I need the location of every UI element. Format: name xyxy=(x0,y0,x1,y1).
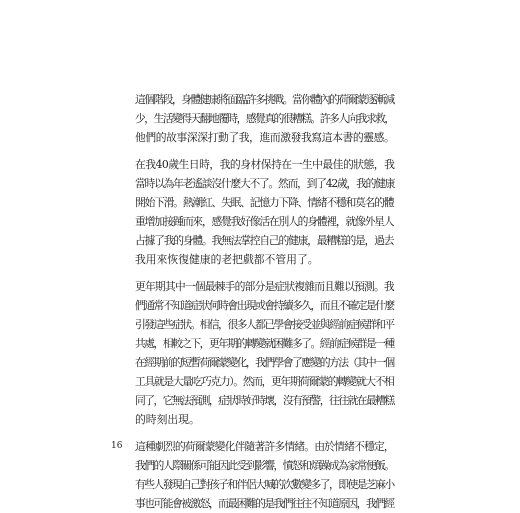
text-line: 開始下滑。熱潮紅、失眠、記憶力下降、情緒不穩和莫名的體 xyxy=(135,196,394,209)
text-line: 這個階段，身體健康將面臨許多挑戰。當你體內的荷爾蒙逐漸減 xyxy=(135,93,394,106)
paragraph-gap xyxy=(135,429,395,437)
text-line: 共處，相較之下，更年期的轉變就困難多了。經前症候群是一種 xyxy=(135,337,394,350)
text-line: 我們的人際關係可能因此受到影響，憤怒和煩躁成為家常便飯。 xyxy=(135,459,394,472)
page-number: 16 xyxy=(111,441,123,451)
text-line: 這種劇烈的荷爾蒙變化伴隨著許多情緒。由於情緒不穩定， xyxy=(135,440,394,453)
text-line: 們通常不知道症狀何時會出現或會持續多久，而且不確定是什麼 xyxy=(135,299,394,312)
paragraph xyxy=(135,90,395,147)
paragraph xyxy=(135,437,395,513)
text-line: 同了，它無法預測，症狀時好時壞，沒有預警，往往就在最糟糕 xyxy=(135,394,394,407)
paragraph-gap xyxy=(135,269,395,277)
text-line: 的時刻出現。 xyxy=(135,413,200,426)
text-line: 我用來恢復健康的老把戲都不管用了。 xyxy=(135,253,319,266)
paragraph-gap xyxy=(135,147,395,155)
text-line: 在經期前的短暫荷爾蒙變化，我們學會了應變的方法（其中一個 xyxy=(135,356,394,369)
text-line: 占據了我的身體。我無法掌控自己的健康，最糟糕的是，過去 xyxy=(135,234,394,247)
paragraph xyxy=(135,277,395,429)
text-line: 在我40歲生日時，我的身材保持在一生中最佳的狀態，我 xyxy=(135,158,395,171)
text-line: 更年期其中一個最棘手的部分是症狀複雜而且難以預測。我 xyxy=(135,280,394,293)
text-line: 當時以為年老遙談沒什麼大不了。然而，到了42歲，我的健康 xyxy=(135,177,395,190)
text-line: 工具就是大量吃巧克力）。然而，更年期荷爾蒙的轉變就大不相 xyxy=(135,375,394,388)
text-line: 有些人發現自己對孩子和伴侶大喊的次數變多了，即使是芝麻小 xyxy=(135,478,394,491)
text-line: 他們的故事深深打動了我，進而激發我寫這本書的靈感。 xyxy=(135,131,395,144)
text-line: 事也可能會被激怒，而最困難的是我們往往不知道原因，我們經 xyxy=(135,497,394,510)
text-line: 少，生活變得天翻地覆時，感覺真的很糟糕。許多人向我求救， xyxy=(135,112,394,125)
text-line: 重增加接踵而來，感覺我好像活在別人的身體裡，就像外星人 xyxy=(135,215,394,228)
paragraph xyxy=(135,155,395,269)
body-text xyxy=(135,90,395,513)
text-line: 引發這些症狀。相信，很多人都已學會接受並與經前症候群和平 xyxy=(135,318,394,331)
